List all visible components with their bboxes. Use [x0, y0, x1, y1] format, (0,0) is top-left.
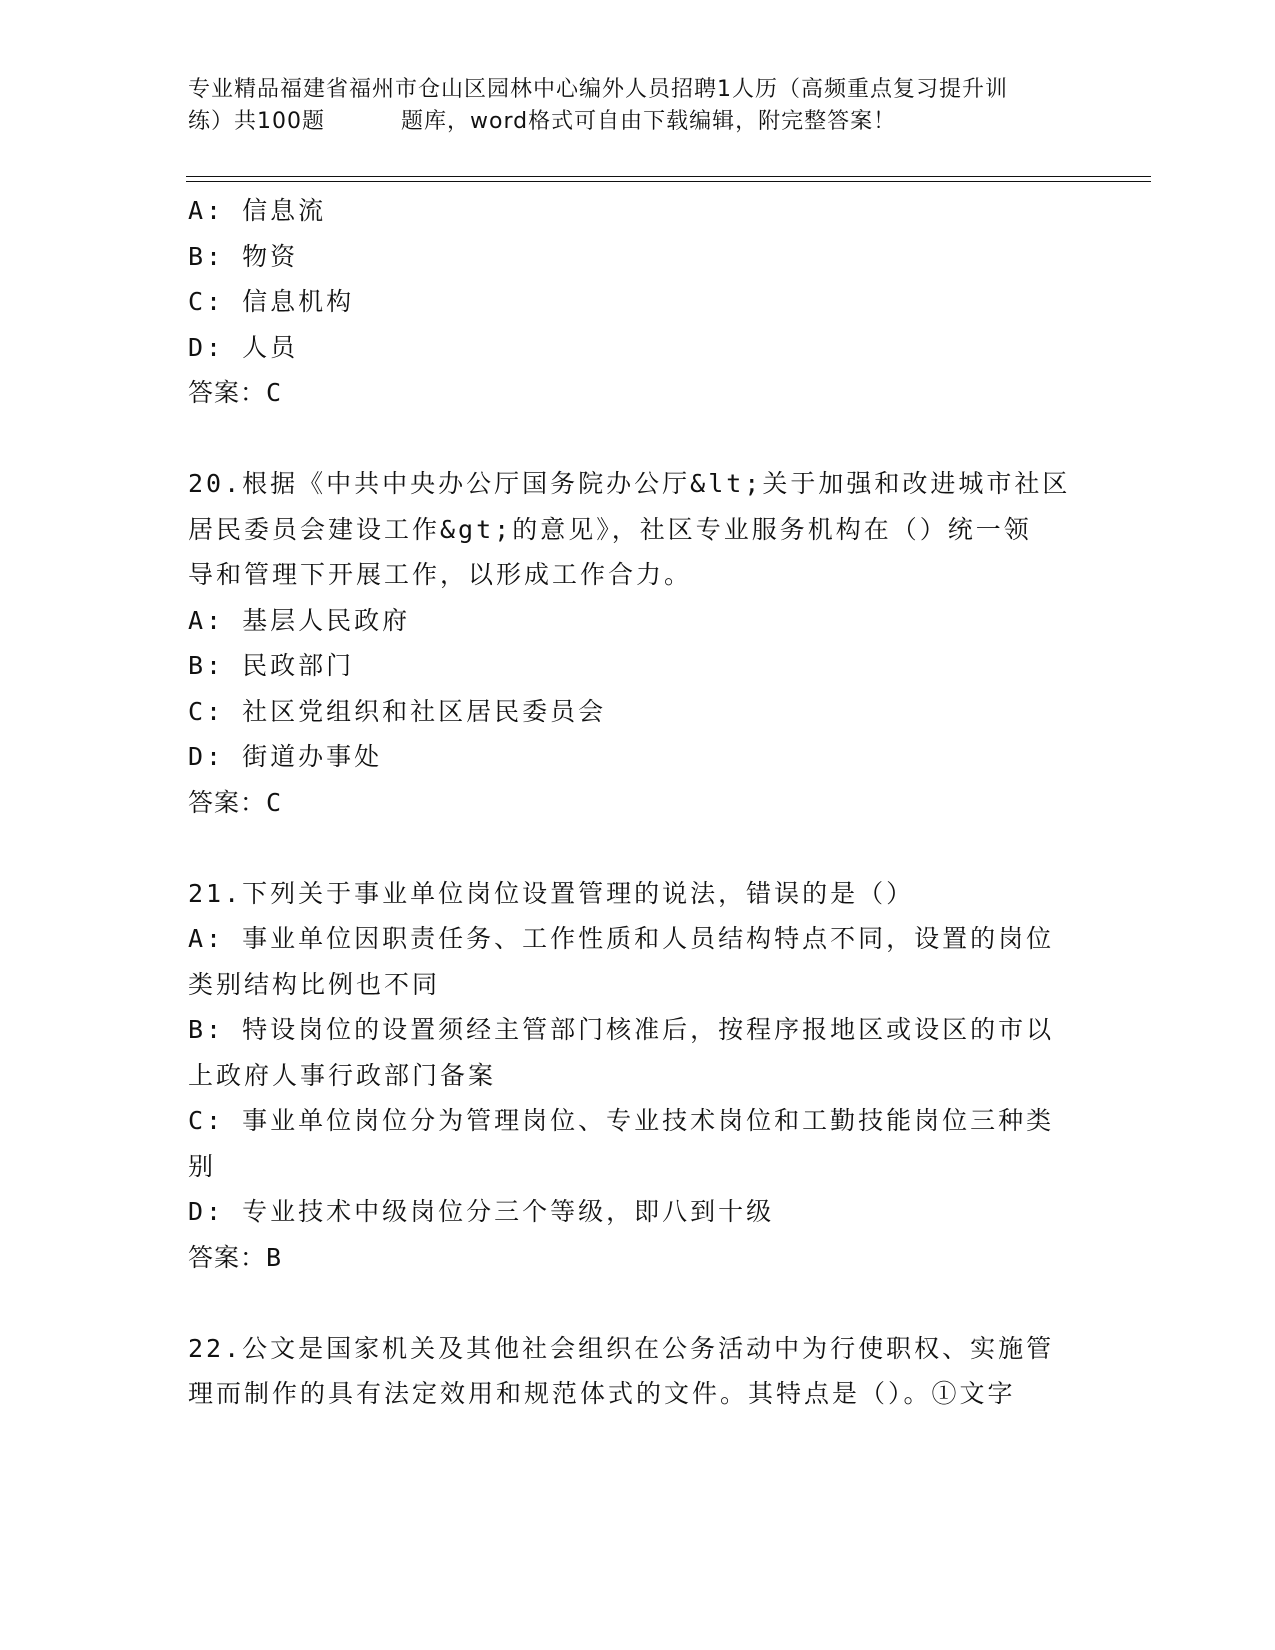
- question-stem-line: 导和管理下开展工作，以形成工作合力。: [188, 560, 693, 589]
- option-c: C: 事业单位岗位分为管理岗位、专业技术岗位和工勤技能岗位三种类: [188, 1106, 1055, 1135]
- option-d: D: 人员: [188, 332, 299, 362]
- question-stem-line: 20.根据《中共中央办公厅国务院办公厅&lt;关于加强和改进城市社区: [188, 469, 1071, 498]
- question-content: [188, 188, 1078, 1417]
- option-a-continued: 类别结构比例也不同: [188, 969, 441, 999]
- option-c-continued: 别: [188, 1151, 217, 1181]
- header-title-line-1: 专业精品福建省福州市仓山区园林中心编外人员招聘1人历（高频重点复习提升训: [188, 77, 1008, 102]
- question-stem-line: 理而制作的具有法定效用和规范体式的文件。其特点是（）。①文字: [188, 1379, 1016, 1408]
- option-a: A: 信息流: [188, 196, 327, 225]
- question-19: [188, 188, 1078, 416]
- question-20: [188, 461, 1078, 825]
- option-a: A: 基层人民政府: [188, 605, 411, 635]
- answer: 答案：C: [188, 378, 283, 407]
- question-stem-line: 22.公文是国家机关及其他社会组织在公务活动中为行使职权、实施管: [188, 1333, 1055, 1363]
- option-b: B: 物资: [188, 241, 299, 271]
- answer: 答案：B: [188, 1242, 283, 1272]
- option-d: D: 专业技术中级岗位分三个等级，即八到十级: [188, 1197, 775, 1226]
- question-stem-line: 居民委员会建设工作&gt;的意见》，社区专业服务机构在（）统一领: [188, 514, 1032, 544]
- question-stem-line: 21.下列关于事业单位岗位设置管理的说法，错误的是（）: [188, 878, 915, 908]
- header-title-line-2-a: 练）共100题: [188, 109, 325, 134]
- page-header: [188, 74, 1088, 138]
- option-a: A: 事业单位因职责任务、工作性质和人员结构特点不同，设置的岗位: [188, 924, 1055, 953]
- option-c: C: 信息机构: [188, 287, 355, 316]
- answer: 答案：C: [188, 787, 283, 817]
- option-b-continued: 上政府人事行政部门备案: [188, 1060, 497, 1090]
- header-rule-top: [186, 176, 1151, 177]
- question-22: [188, 1326, 1078, 1417]
- question-21: [188, 871, 1078, 1281]
- header-title-line-2-b: 题库，word格式可自由下载编辑，附完整答案！: [401, 109, 897, 134]
- option-c: C: 社区党组织和社区居民委员会: [188, 696, 607, 726]
- option-b: B: 特设岗位的设置须经主管部门核准后，按程序报地区或设区的市以: [188, 1015, 1055, 1044]
- option-d: D: 街道办事处: [188, 742, 383, 771]
- option-b: B: 民政部门: [188, 651, 355, 680]
- header-title-line-2: [188, 106, 1088, 138]
- header-rule-bottom: [186, 181, 1151, 182]
